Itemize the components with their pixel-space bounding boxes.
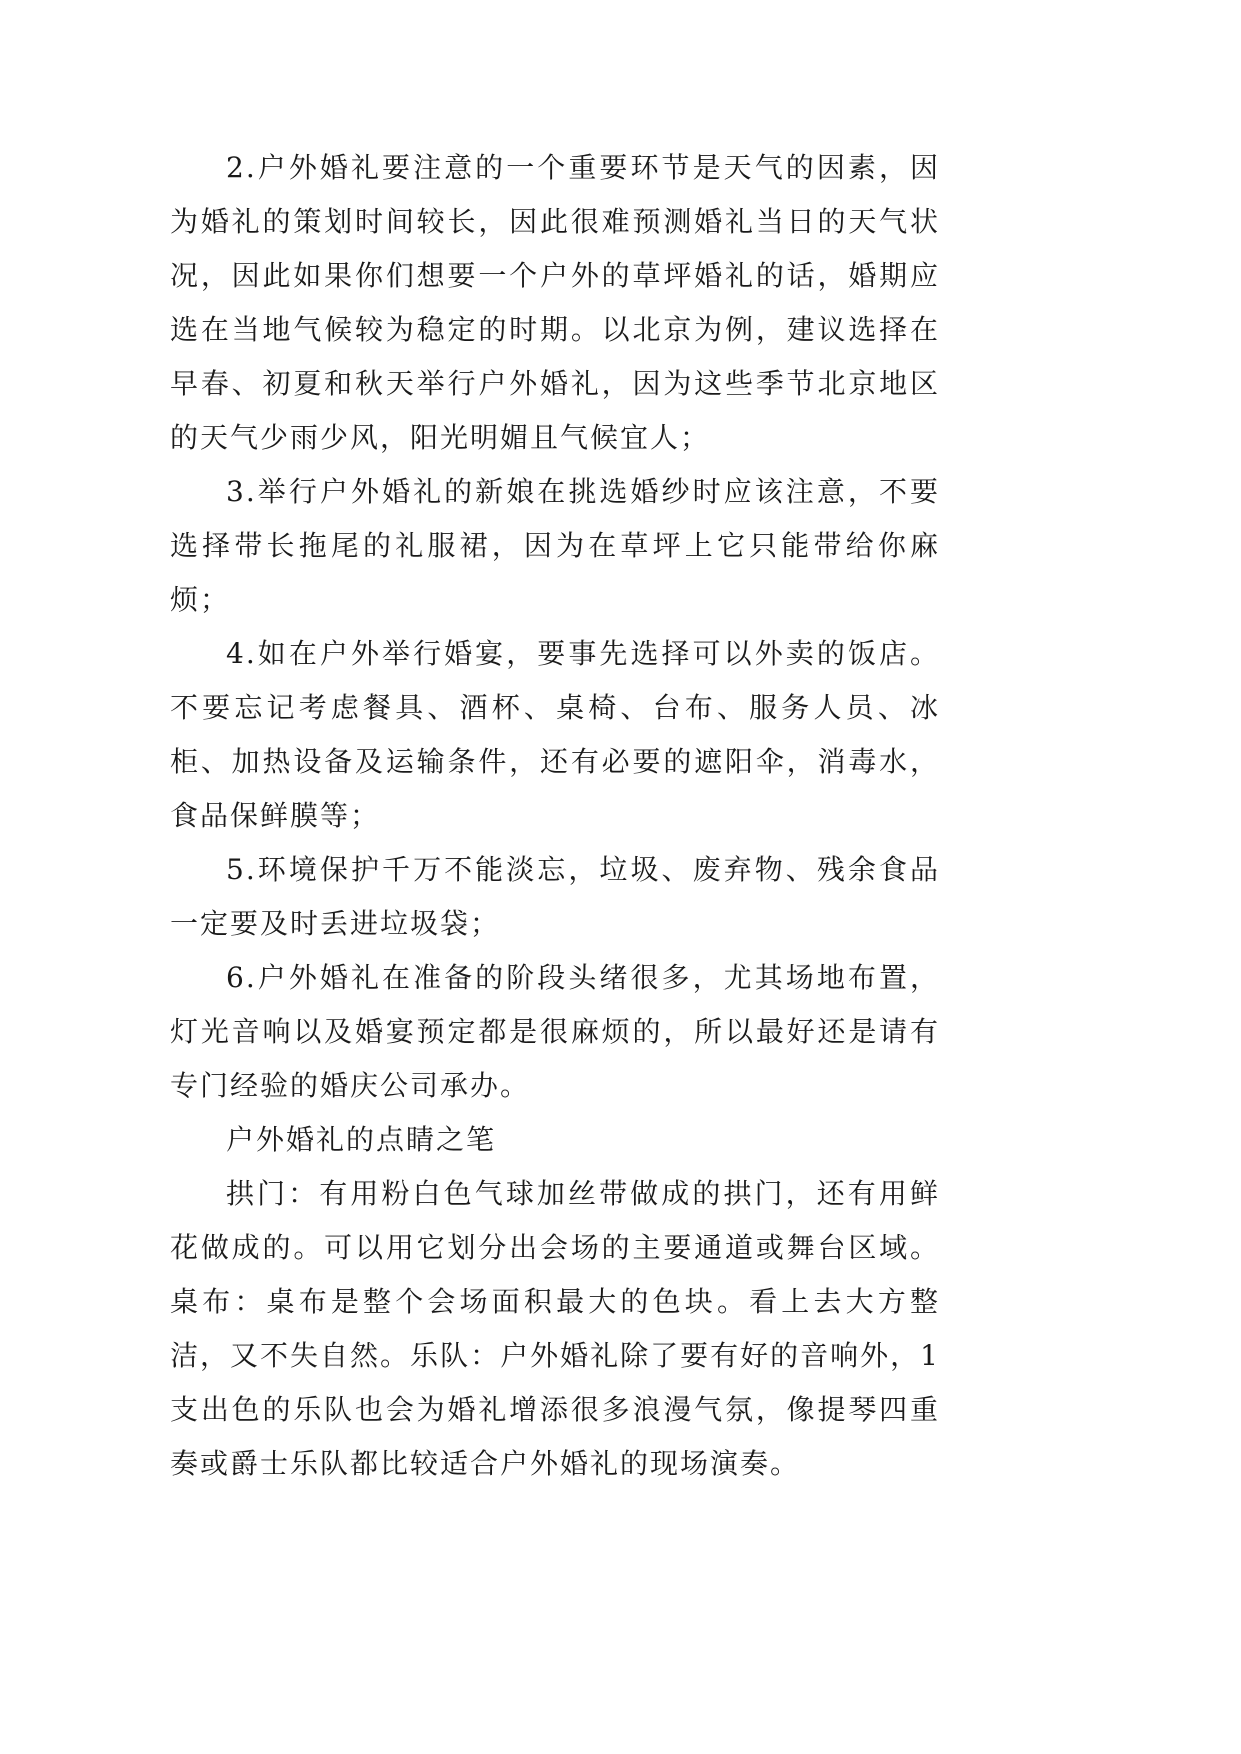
document-body: [170, 141, 940, 1491]
paragraph-weather: 2.户外婚礼要注意的一个重要环节是天气的因素，因为婚礼的策划时间较长，因此很难预测婚礼当日的天气状况，因此如果你们想要一个户外的草坪婚礼的话，婚期应选在当地气候较为稳定的时期。以北京为例，建议选择在早春、初夏和秋天举行户外婚礼，因为这些季节北京地区的天气少雨少风，阳光明媚且气候宜人；: [170, 151, 940, 454]
paragraph-banquet: 4.如在户外举行婚宴，要事先选择可以外卖的饭店。不要忘记考虑餐具、酒杯、桌椅、台布、服务人员、冰柜、加热设备及运输条件，还有必要的遮阳伞，消毒水，食品保鲜膜等；: [170, 637, 940, 832]
paragraph-wedding-dress: 3.举行户外婚礼的新娘在挑选婚纱时应该注意，不要选择带长拖尾的礼服裙，因为在草坪上它只能带给你麻烦；: [170, 475, 940, 616]
section-title: 户外婚礼的点睛之笔: [226, 1123, 497, 1156]
paragraph-environment: 5.环境保护千万不能淡忘，垃圾、废弃物、残余食品一定要及时丢进垃圾袋；: [170, 853, 940, 940]
section-body: 拱门：有用粉白色气球加丝带做成的拱门，还有用鲜花做成的。可以用它划分出会场的主要通道或舞台区域。桌布：桌布是整个会场面积最大的色块。看上去大方整洁，又不失自然。乐队：户外婚礼除了要有好的音响外，1支出色的乐队也会为婚礼增添很多浪漫气氛，像提琴四重奏或爵士乐队都比较适合户外婚礼的现场演奏。: [170, 1177, 940, 1480]
paragraph-wedding-company: 6.户外婚礼在准备的阶段头绪很多，尤其场地布置，灯光音响以及婚宴预定都是很麻烦的，所以最好还是请有专门经验的婚庆公司承办。: [170, 961, 940, 1102]
